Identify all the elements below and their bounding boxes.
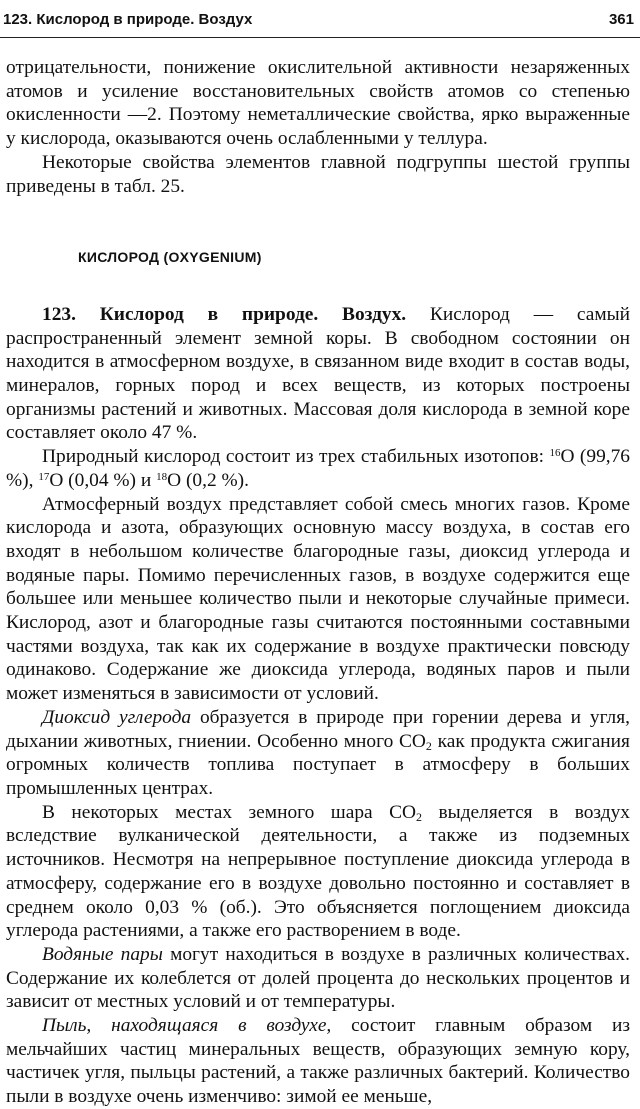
mass-number-16: 16 [549,447,561,460]
running-title: 123. Кислород в природе. Воздух [3,10,253,28]
term-water-vapor: Водяные пары [42,943,163,965]
term-dust: Пыль, находящаяся в воздухе, [42,1015,332,1037]
volcanic-text-b: выделяется в воздух вследствие вулканической деятельности, а также из подземных источников. Несмотря на непрерывное поступление диоксида углерода в атмосферу, содержание его в воздухе довольно постоянно и составляет в среднем около 0,03 % (об.). Это объясняется поглощением диоксида углерода растениями, а также его растворением в воде. [6,801,630,942]
page-number: 361 [608,10,634,28]
isotope-17-share: O (0,04 %) и [49,469,157,491]
running-header [3,2,634,36]
paragraph-dust [6,1014,630,1109]
paragraph-electronegativity: отрицательности, понижение окислительной активности незаряженных атомов и усиление восстановительных свойств атомов со степенью окисленности —2. Поэтому неметаллические свойства, ярко выраженные у кислорода, оказываются очень ослабленными у теллура. [6,57,630,150]
paragraph-table-reference: Некоторые свойства элементов главной подгруппы шестой группы приведены в табл. 25. [6,151,630,197]
term-carbon-dioxide: Диоксид углерода [42,706,192,728]
paragraph-carbon-dioxide [6,706,630,801]
paragraph-volcanic-co2 [6,801,630,943]
paragraph-water-vapor [6,943,630,1014]
co2-text-a: образуется в природе при горении дерева и угля, дыхании животных, гниении. Особенно много CO [6,706,630,752]
isotope-18-share: O (0,2 %). [167,469,249,491]
co2-subscript: 2 [425,738,432,753]
mass-number-18: 18 [156,470,168,483]
subsection-title: 123. Кислород в природе. Воздух. [42,303,407,325]
header-rule [0,37,640,38]
co2-subscript: 2 [416,809,423,824]
water-vapor-text: могут находиться в воздухе в различных количествах. Содержание их колеблется от долей процента до нескольких процентов и зависит от местных условий и от температуры. [6,943,631,1013]
paragraph-atmospheric-air: Атмосферный воздух представляет собой смесь многих газов. Кроме кислорода и азота, образующих основную массу воздуха, в состав его входят в небольшом количестве благородные газы, диоксид углерода и водяные пары. Помимо перечисленных газов, в воздухе содержится еще большее или меньшее количество пыли и некоторые случайные примеси. Кислород, азот и благородные газы считаются постоянными составными частями воздуха, так как их содержание в воздухе практически повсюду одинаково. Содержание же диоксида углерода, водяных паров и пыли может изменяться в зависимости от условий. [6,493,630,705]
paragraph-oxygen-in-nature [6,303,630,445]
section-heading: КИСЛОРОД (OXYGENIUM) [78,249,262,266]
co2-text-b: как продукта сжигания огромных количеств топлива поступает в атмосферу в больших промышленных центрах. [6,730,630,799]
page-body [6,56,630,1109]
paragraph-isotopes [6,445,630,492]
dust-text: состоит главным образом из мельчайших частиц минеральных веществ, образующих земную кору, частичек угля, пыльцы растений, а также различных бактерий. Количество пыли в воздухе очень изменчиво: зимой ее меньше, [6,1015,630,1108]
isotopes-intro: Природный кислород состоит из трех стабильных изотопов: [42,446,550,468]
volcanic-text-a: В некоторых местах земного шара CO [42,801,417,823]
mass-number-17: 17 [38,470,50,483]
paragraph-oxygen-text: Кислород — самый распространенный элемент земной коры. В свободном состоянии он находится в атмосферном воздухе, в связанном виде входит в состав воды, минералов, горных пород и всех веществ, из которых построены организмы растений и животных. Массовая доля кислорода в земной коре составляет около 47 %. [6,303,631,444]
isotope-16-share: O (99,76 %), [6,446,631,491]
